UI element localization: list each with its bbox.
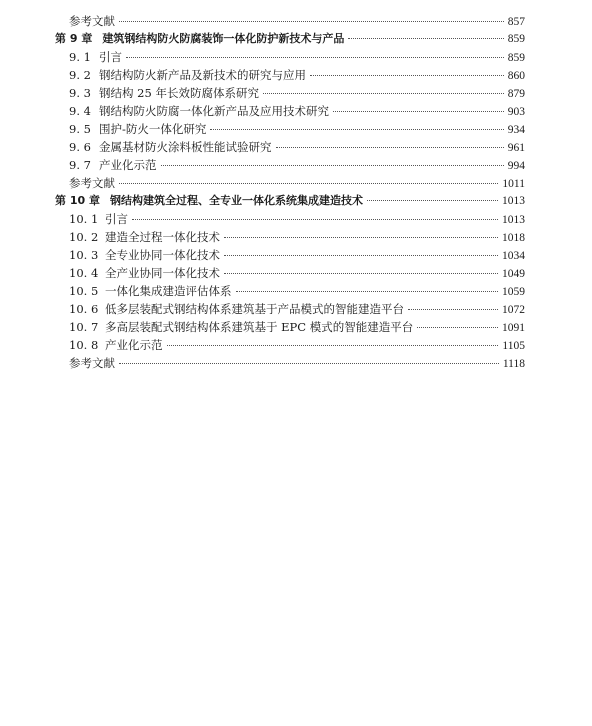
toc-chapter[interactable] [55,192,525,210]
toc-entry[interactable] [55,174,525,192]
toc-section[interactable] [55,228,525,246]
dot-leader [367,200,498,201]
section-title: 钢结构防火防腐一体化新产品及应用技术研究 [99,104,329,118]
chapter-title: 建筑钢结构防火防腐装饰一体化防护新技术与产品 [102,32,345,45]
dot-leader [224,237,498,238]
toc-section[interactable] [55,300,525,318]
toc-entry-page: 859 [507,33,525,45]
toc-entry-page: 1011 [502,178,525,190]
section-number: 10. 5 [69,284,99,298]
toc-entry-title: 参考文献 [69,14,115,28]
section-number: 10. 4 [69,266,99,280]
dot-leader [408,309,498,310]
dot-leader [310,75,504,76]
dot-leader [119,21,504,22]
dot-leader [210,129,503,130]
section-title: 引言 [105,212,128,226]
dot-leader [119,183,498,184]
dot-leader [263,93,504,94]
dot-leader [224,255,498,256]
toc-entry-page: 934 [507,124,525,136]
toc-section[interactable] [55,84,525,102]
section-number: 9. 3 [69,86,91,100]
section-title: 产业化示范 [105,338,163,352]
section-number: 10. 1 [69,212,99,226]
toc-chapter[interactable] [55,30,525,48]
dot-leader [161,165,504,166]
toc-entry-page: 903 [507,106,525,118]
toc-entry-page: 860 [507,70,525,82]
toc-entry-page: 961 [507,142,525,154]
toc-entry-page: 857 [507,16,525,28]
dot-leader [417,327,498,328]
toc-section[interactable] [55,210,525,228]
section-number: 9. 2 [69,68,91,82]
toc-section[interactable] [55,318,525,336]
dot-leader [348,38,503,39]
toc-section[interactable] [55,264,525,282]
section-number: 9. 6 [69,140,91,154]
section-title: 建造全过程一体化技术 [105,230,220,244]
section-number: 9. 4 [69,104,91,118]
toc-section[interactable] [55,138,525,156]
section-number: 10. 2 [69,230,99,244]
dot-leader [276,147,504,148]
toc-entry-page: 1072 [502,304,525,316]
toc-entry[interactable] [55,354,525,372]
toc-entry-page: 879 [507,88,525,100]
section-title: 多高层装配式钢结构体系建筑基于 EPC 模式的智能建造平台 [105,320,414,334]
section-number: 9. 1 [69,50,91,64]
toc-section[interactable] [55,120,525,138]
section-number: 10. 8 [69,338,99,352]
section-number: 9. 5 [69,122,91,136]
toc-entry-page: 1105 [502,340,525,352]
section-title: 金属基材防火涂料板性能试验研究 [99,140,272,154]
toc-section[interactable] [55,282,525,300]
section-title: 一体化集成建造评估体系 [105,284,232,298]
toc-entry-title: 参考文献 [69,176,115,190]
dot-leader [119,363,499,364]
dot-leader [333,111,504,112]
toc-entry-page: 1049 [502,268,525,280]
toc-section[interactable] [55,336,525,354]
section-number: 10. 6 [69,302,99,316]
toc-entry-page: 1018 [502,232,525,244]
section-title: 全产业协同一体化技术 [105,266,220,280]
dot-leader [126,57,504,58]
section-title: 钢结构 25 年长效防腐体系研究 [99,86,259,100]
section-title: 引言 [99,50,122,64]
section-title: 产业化示范 [99,158,157,172]
dot-leader [167,345,499,346]
section-title: 全专业协同一体化技术 [105,248,220,262]
section-title: 围护-防火一体化研究 [99,122,207,136]
toc-section[interactable] [55,48,525,66]
toc-entry-page: 1059 [502,286,525,298]
section-title: 钢结构防火新产品及新技术的研究与应用 [99,68,306,82]
toc-entry-page: 1091 [502,322,525,334]
chapter-number: 第 9 章 [55,32,93,45]
toc-section[interactable] [55,156,525,174]
toc-section[interactable] [55,102,525,120]
toc-entry-page: 994 [507,160,525,172]
dot-leader [132,219,498,220]
toc-entry-title: 参考文献 [69,356,115,370]
toc-entry-page: 1013 [502,195,525,207]
dot-leader [236,291,499,292]
chapter-title: 钢结构建筑全过程、全专业一体化系统集成建造技术 [109,194,363,207]
toc-entry-page: 1013 [502,214,525,226]
section-title: 低多层装配式钢结构体系建筑基于产品模式的智能建造平台 [105,302,404,316]
toc-section[interactable] [55,66,525,84]
toc-entry[interactable] [55,12,525,30]
dot-leader [224,273,498,274]
toc-entry-page: 859 [507,52,525,64]
toc-entry-page: 1118 [502,358,525,370]
section-number: 10. 3 [69,248,99,262]
chapter-number: 第 10 章 [55,194,100,207]
toc-entry-page: 1034 [502,250,525,262]
section-number: 9. 7 [69,158,91,172]
table-of-contents [55,12,525,372]
section-number: 10. 7 [69,320,99,334]
toc-section[interactable] [55,246,525,264]
